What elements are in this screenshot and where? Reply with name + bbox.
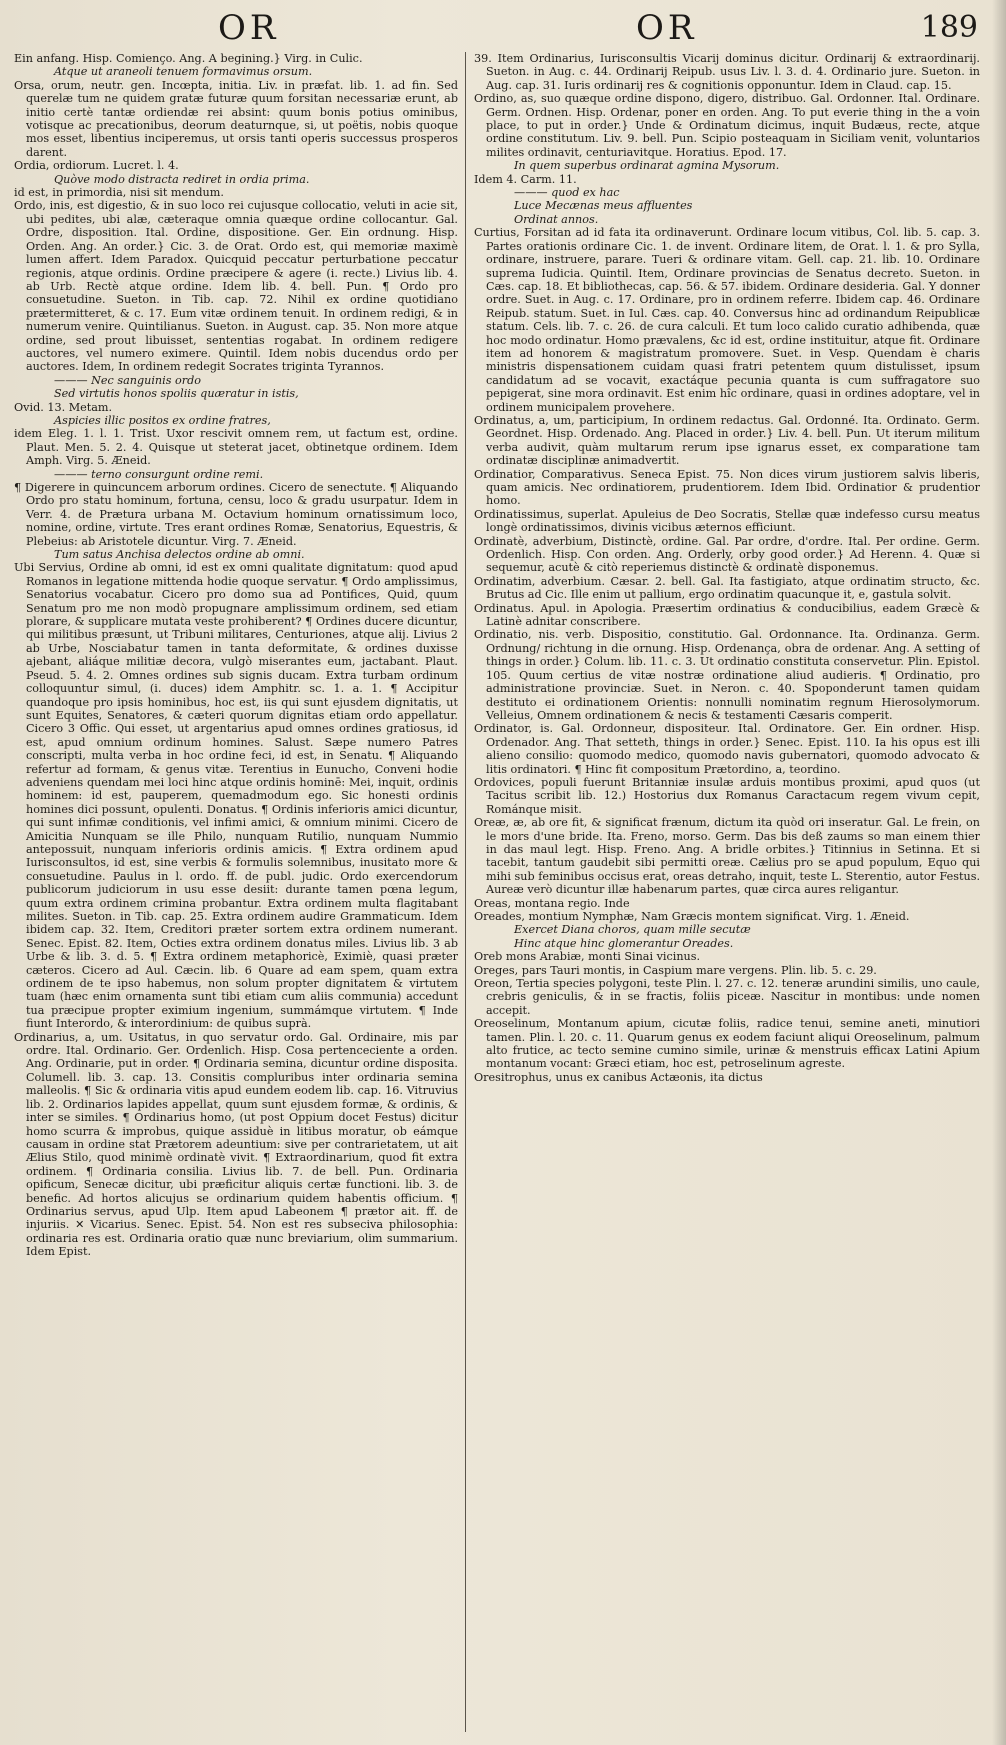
dictionary-entry: Ordo, inis, est digestio, & in suo loco rei cujusque collocatio, veluti in acie sit, ubi pedites, ubi alæ, cæteraque omnia quæque ordine collocantur. Gal. Ordre, disposition. Ital. Ordine, dispositione. Ger. Ein ordnung. Hisp. Orden. Ang. An order.} Cic. 3. de Orat. Ordo est, qui memoriæ maximè lumen affert. Idem Paradox. Quicquid peccatur perturbatione peccatur regionis, atque ordinis. Ordine præcipere & agere (i. recte.) Livius lib. 4. ab Urb. Rectè atque ordine. Idem lib. 4. bell. Pun. ¶ Ordo pro consuetudine. Sueton. in Tib. cap. 72. Nihil ex ordine quotidiano prætermitteret, & c. 17. Eum vitæ ordinem tenuit. In ordinem redigi, & in numerum venire. Quintilianus. Sueton. in August. cap. 35. Non more atque ordine, sed prout libuisset, sententias rogabat. In ordinem redigere auctores, vel numero eximere. Quintil. Idem nobis ducendus ordo per auctores. Idem, In ordinem redegit Socrates triginta Tyrannos. [14, 199, 458, 374]
dictionary-entry: id est, in primordia, nisi sit mendum. [14, 186, 224, 200]
dictionary-entry: Ordinatio, nis. verb. Dispositio, constitutio. Gal. Ordonnance. Ita. Ordinanza. Germ. Ordnung/ richtung in die ornung. Hisp. Ordenança, obra de ordenar. Ang. A setting of things in order.} Colum. lib. 11. c. 3. Ut ordinatio constituta conservetur. Plin. Epistol. 105. Quum certius de vitæ nostræ ordinatione aliud audieris. ¶ Ordinatio, pro administratione provinciæ. Suet. in Neron. c. 40. Spoponderunt tamen quidam destituto ei ordinationem Orientis: nonnulli nominatim regnum Hierosolymorum. Velleius, Omnem ordinationem & necis & testamenti Cæsaris comperit. [474, 628, 980, 722]
dictionary-entry: Ordia, ordiorum. Lucret. l. 4. [14, 159, 179, 173]
verse-quotation: Quòve modo distracta rediret in ordia prima. [54, 172, 310, 186]
verse-quotation: Tum satus Anchisa delectos ordine ab omni. [54, 548, 305, 562]
dictionary-entry: ¶ Digerere in quincuncem arborum ordines. Cicero de senectute. ¶ Aliquando Ordo pro statu hominum, fortuna, censu, loco & gradu usurpatur. Idem in Verr. 4. de Prætura urbana M. Octavium hominum ornatissimum loco, nomine, ordine, virtute. Tres erant ordines Romæ, Senatorius, Equestris, & Plebeius: ab Aristotele dicuntur. Virg. 7. Æneid. [14, 481, 458, 548]
verse-quotation: In quem superbus ordinarat agmina Mysorum. [514, 159, 780, 173]
left-guide-word: OR [218, 8, 280, 48]
verse-quotation: Hinc atque hinc glomerantur Oreades. [514, 936, 734, 950]
page-edge-shadow [992, 0, 1006, 1745]
verse-quotation: ——— Nec sanguinis ordo [54, 373, 201, 387]
right-column [474, 52, 980, 1737]
verse-quotation: ——— quod ex hac [514, 186, 620, 200]
dictionary-entry: Ein anfang. Hisp. Comienço. Ang. A begining.} Virg. in Culic. [14, 52, 363, 65]
verse-quotation: ——— terno consurgunt ordine remi. [54, 467, 264, 481]
left-column [14, 52, 458, 1737]
dictionary-entry: Oreges, pars Tauri montis, in Caspium mare vergens. Plin. lib. 5. c. 29. [474, 963, 877, 977]
dictionary-entry: Oreoselinum, Montanum apium, cicutæ foliis, radice tenui, semine aneti, minutiori tamen. Plin. l. 20. c. 11. Quarum genus ex eodem faciunt aliqui Oreoselinum, palmum alto frutice, ac tecto semine cumino simile, urinæ & menstruis efficax Latini Apium montanum vocant: Græci etiam, hoc est, petroselinum agreste. [474, 1017, 980, 1071]
page-header [0, 8, 1006, 48]
dictionary-entry: Ordino, as, suo quæque ordine dispono, digero, distribuo. Gal. Ordonner. Ital. Ordinare. Germ. Ordnen. Hisp. Ordenar, poner en orden. Ang. To put everie thing in the a voin place, to put in order.} Unde & Ordinatum dicimus, inquit Budæus, recte, atque ordine constitutum. Liv. 9. bell. Pun. Scipio posteaquam in Siciliam venit, voluntarios milites ordinavit, centuriavitque. Horatius. Epod. 17. [474, 92, 980, 159]
dictionary-entry: Ordinatissimus, superlat. Apuleius de Deo Socratis, Stellæ quæ indefesso cursu meatus longè ordinatissimos, divinis vicibus æternos efficiunt. [474, 507, 980, 535]
verse-quotation: Aspicies illic positos ex ordine fratres, [54, 413, 271, 427]
dictionary-entry: Ordinatim, adverbium. Cæsar. 2. bell. Gal. Ita fastigiato, atque ordinatim structo, &c. Brutus ad Cic. Ille enim ut pallium, ergo ordinatim quacunque it, e, gastula solvit. [474, 574, 980, 602]
dictionary-entry: Oreæ, æ, ab ore fit, & significat frænum, dictum ita quòd ori inseratur. Gal. Le frein, on le mors d'une bride. Ita. Freno, morso. Germ. Das bis deß zaums so man einem thier in das maul legt. Hisp. Freno. Ang. A bridle orbites.} Titinnius in Setinna. Et si tacebit, tantum gaudebit sibi permitti oreæ. Cælius pro se apud populum, Equo qui mihi sub feminibus occisus erat, oreas detraho, inquit, teste L. Sterentio, autor Festus. Aureæ verò dicuntur illæ habenarum partes, quæ circa aures religantur. [474, 816, 980, 897]
verse-quotation: Atque ut araneoli tenuem formavimus orsum. [54, 65, 313, 79]
dictionary-entry: Ordinatior, Comparativus. Seneca Epist. 75. Non dices virum justiorem salvis liberis, quam amicis. Nec ordinatiorem, prudentiorem. Idem Ibid. Ordinatior & prudentior homo. [474, 467, 980, 508]
dictionary-entry: Ordinatus. Apul. in Apologia. Præsertim ordinatius & conducibilius, eadem Græcè & Latinè adnitar conscribere. [474, 601, 980, 629]
dictionary-entry: Curtius, Forsitan ad id fata ita ordinaverunt. Ordinare locum vitibus, Col. lib. 5. cap. 3. Partes orationis ordinare Cic. 1. de invent. Ordinare litem, de Orat. l. 1. & pro Sylla, ordinare, instruere, parare. Tueri & ordinare vitam. Gell. cap. 21. lib. 10. Ordinare suprema Iudicia. Quintil. Item, Ordinare provincias de Senatus decreto. Sueton. in Cæs. cap. 18. Et bibliothecas, cap. 56. & 57. ibidem. Ordinare desideria. Gal. Y donner ordre. Suet. in Aug. c. 17. Ordinare, pro in ordinem referre. Ibidem cap. 46. Ordinare Reipub. statum. Suet. in Iul. Cæs. cap. 40. Conversus hinc ad ordinandum Reipublicæ statum. Cels. lib. 7. c. 26. de cura calculi. Et tum loco calido curatio adhibenda, quæ hoc modo ordinatur. Homo prævalens, &c id est, ordine instituitur, atque fit. Ordinare item ad honorem & magistratum promovere. Suet. in Vesp. Quendam è charis ministris dispensationem cuidam quasi fratri petentem quum distulisset, ipsum candidatum ad se vocavit, exactáque pecunia quanta is cum suffragatore suo pepigerat, sine mora ordinavit. Est enim hîc ordinare, quasi in ordines adoptare, vel in ordinem municipalem provehere. [474, 226, 980, 414]
column-divider [465, 52, 466, 1732]
dictionary-entry: Oresitrophus, unus ex canibus Actæonis, ita dictus [474, 1070, 763, 1084]
verse-quotation: Ordinat annos. [514, 212, 599, 226]
dictionary-entry: Ordovices, populi fuerunt Britanniæ insulæ arduis montibus proximi, apud quos (ut Tacitus scribit lib. 12.) Hostorius dux Romanus Caractacum regem vivum cepit, Románque misit. [474, 775, 980, 816]
verse-quotation: Sed virtutis honos spoliis quæratur in istis, [54, 387, 299, 401]
dictionary-entry: idem Eleg. 1. l. 1. Trist. Uxor rescivit omnem rem, ut factum est, ordine. Plaut. Men. 5. 2. 4. Quisque ut steterat jacet, obtinetque ordinem. Idem Amph. Virg. 5. Æneid. [14, 427, 458, 468]
dictionary-entry: 39. Item Ordinarius, Iurisconsultis Vicarij dominus dicitur. Ordinarij & extraordinarij. Sueton. in Aug. c. 44. Ordinarij Reipub. usus Liv. l. 3. d. 4. Ordinario jure. Sueton. in Aug. cap. 31. Iuris ordinarij res & cognitionis opponuntur. Idem in Claud. cap. 15. [474, 52, 980, 92]
dictionary-entry: Oreon, Tertia species polygoni, teste Plin. l. 27. c. 12. teneræ arundini similis, uno caule, crebris geniculis, & in se fractis, foliis piceæ. Nascitur in montibus: unde nomen accepit. [474, 977, 980, 1017]
dictionary-entry: Ordinator, is. Gal. Ordonneur, dispositeur. Ital. Ordinatore. Ger. Ein ordner. Hisp. Ordenador. Ang. That setteth, things in order.} Senec. Epist. 110. Ia his opus est illi alieno consilio: quomodo medico, quomodo navis gubernatori, quomodo advocato & litis ordinatori. ¶ Hinc fit compositum Prætordino, a, teordino. [474, 722, 980, 776]
dictionary-entry: Ordinatè, adverbium, Distinctè, ordine. Gal. Par ordre, d'ordre. Ital. Per ordine. Germ. Ordenlich. Hisp. Con orden. Ang. Orderly, orby good order.} Ad Herenn. 4. Quæ si sequemur, acutè & citò reperiemus distinctè & ordinatè disponemus. [474, 534, 980, 575]
right-guide-word: OR [636, 8, 698, 48]
dictionary-entry: Oreades, montium Nymphæ, Nam Græcis montem significat. Virg. 1. Æneid. [474, 910, 910, 923]
dictionary-entry: Ordinarius, a, um. Usitatus, in quo servatur ordo. Gal. Ordinaire, mis par ordre. Ital. Ordinario. Ger. Ordenlich. Hisp. Cosa pertenceciente a orden. Ang. Ordinarie, put in order. ¶ Ordinaria semina, dicuntur ordine disposita. Columell. lib. 3. cap. 13. Consitis compluribus inter ordinaria semina malleolis. ¶ Sic & ordinaria vitis apud eundem eodem lib. cap. 16. Vitruvius lib. 2. Ordinarios lapides appellat, quum sunt ejusdem formæ, & ordinis, & inter se similes. ¶ Ordinarius homo, (ut post Oppium docet Festus) dicitur homo scurra & improbus, quique assiduè in litibus moratur, ob eámque causam in ordine stat Prætorem adeuntium: sive per contrarietatem, ut ait Ælius Stilo, quod minimè ordinatè vivit. ¶ Extraordinarium, quod fit extra ordinem. ¶ Ordinaria consilia. Livius lib. 7. de bell. Pun. Ordinaria opificum, Senecæ dicitur, ubi præficitur aliquis certæ functioni. lib. 3. de benefic. Ad hortos alicujus se ordinarium quidem habentis officium. ¶ Ordinarius servus, apud Ulp. Item apud Labeonem ¶ prætor ait. ff. de injuriis. ✕ Vicarius. Senec. Epist. 54. Non est res subseciva philosophia: ordinaria res est. Ordinaria oratio quæ nunc breviarium, olim summarium. Idem Epist. [14, 1030, 458, 1259]
dictionary-entry: Orsa, orum, neutr. gen. Incœpta, initia. Liv. in præfat. lib. 1. ad fin. Sed querelæ tum ne quidem gratæ futuræ quum forsitan necessariæ erunt, ab initio certè tantæ ordiendæ rei absint: quum bonis potius ominibus, votisque ac precationibus, deorum deaturnque, si, ut poëtis, nobis quoque mos esset, libentius inciperemus, ut orsis tanti operis successus prosperos darent. [14, 78, 458, 159]
dictionary-entry: Ovid. 13. Metam. [14, 400, 113, 414]
dictionary-entry: Ubi Servius, Ordine ab omni, id est ex omni qualitate dignitatum: quod apud Romanos in legatione mittenda hodie quoque servatur. ¶ Ordo amplissimus, Senatorius vocabatur. Cicero pro domo sua ad Pontifices, Quid, quum Senatum pro me non modò propugnare amplissimum ordinem, sed etiam plorare, & supplicare mutata veste prohiberent? ¶ Ordines ducere dicuntur, qui militibus præsunt, ut Tribuni militares, Centuriones, atque alij. Livius 2 ab Urbe, Nosciabatur tamen in tanta deformitate, & ordines duxisse ajebant, aliáque militiæ decora, vulgò miserantes eum, jactabant. Plaut. Pseud. 5. 4. 2. Omnes ordines sub signis ducam. Extra turbam ordinum colloquuntur simul, (i. duces) idem Amphitr. sc. 1. a. 1. ¶ Accipitur quandoque pro ipsis hominibus, hoc est, iis qui sunt ejusdem dignitatis, ut sunt Equites, Senatores, & cæteri quorum dignitas etiam ordo appellatur. Cicero 3 Offic. Qui esset, ut argentarius apud omnes ordines gratiosus, id est, apud omnium ordinum homines. Salust. Sæpe numero Patres conscripti, multa verba in hoc ordine feci, id est, in Senatu. ¶ Aliquando refertur ad formam, & genus vitæ. Terentius in Eunucho, Conveni hodie adveniens quendam mei loci hinc atque ordinis hominē: Mei, inquit, ordinis hominem: id est, pauperem, quemadmodum ego. Sic honesti ordinis homines dici possunt, opulenti. Donatus. ¶ Ordinis inferioris amici dicuntur, qui sunt infimæ conditionis, vel infimi amici, & omnium minimi. Cicero de Amicitia Nunquam se ille Philo, nunquam Rutilio, nunquam Nummio antepossuit, nunquam inferioris ordinis amicis. ¶ Extra ordinem apud Iurisconsultos, id est, sine verbis & formulis solemnibus, inusitato more & consuetudine. Paulus in l. ordo. ff. de publ. judic. Ordo exercendorum publicorum judiciorum in usu esse desiit: durante tamen pœna legum, quum extra ordinem crimina probantur. Extra ordinem multa flagitabant milites. Sueton. in Tib. cap. 25. Extra ordinem audire Grammaticum. Idem ibidem cap. 32. Item, Creditori præter sortem extra ordinem numerant. Senec. Epist. 82. Item, Octies extra ordinem donatus miles. Livius lib. 3 ab Urbe & lib. 3. d. 5. ¶ Extra ordinem metaphoricè, Eximiè, quasi præter cæteros. Cicero ad Aul. Cæcin. lib. 6 Quare ad eam spem, quam extra ordinem de te ipso habemus, non solum propter dignitatem & virtutem tuam (hæc enim ornamenta sunt tibi etiam cum aliis communia) accedunt tua præcipue propter eximium ingenium, summámque virtutem. ¶ Inde fiunt Interordo, & interordinium: de quibus suprà. [14, 561, 458, 1031]
dictionary-entry: Oreas, montana regio. Inde [474, 896, 630, 910]
verse-quotation: Luce Mecænas meus affluentes [514, 199, 693, 213]
dictionary-entry: Ordinatus, a, um, participium, In ordinem redactus. Gal. Ordonné. Ita. Ordinato. Germ. Geordnet. Hisp. Ordenado. Ang. Placed in order.} Liv. 4. bell. Pun. Ut iterum militum verba audivit, quàm multarum rerum ipse ignarus esset, ex comparatione tam ordinatæ disciplinæ animadvertit. [474, 413, 980, 468]
dictionary-entry: Idem 4. Carm. 11. [474, 172, 577, 186]
dictionary-entry: Oreb mons Arabiæ, monti Sinai vicinus. [474, 950, 701, 964]
verse-quotation: Exercet Diana choros, quam mille secutæ [514, 923, 751, 937]
page-number: 189 [920, 10, 978, 45]
